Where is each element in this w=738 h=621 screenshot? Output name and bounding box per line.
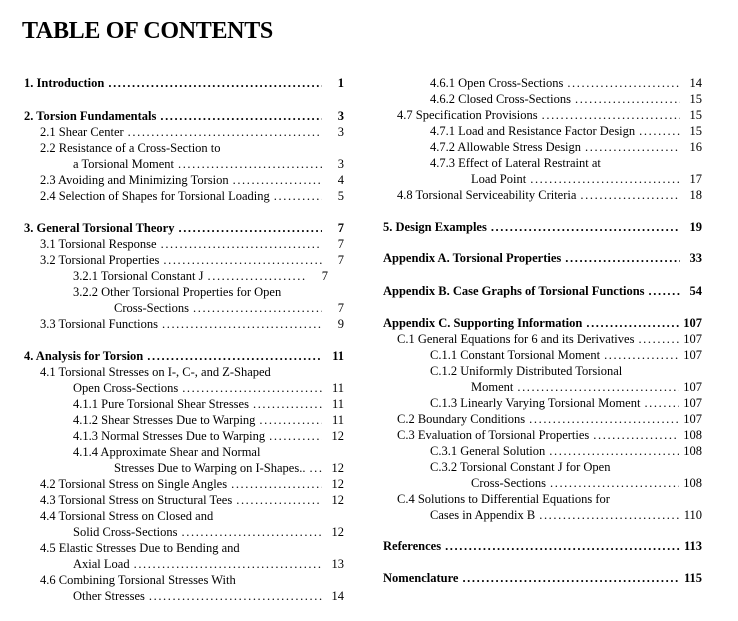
leader-dots [586, 315, 679, 331]
toc-entry[interactable] [430, 347, 702, 363]
toc-entry-label: References [383, 539, 442, 553]
toc-entry-label: Solid Cross-Sections [73, 525, 178, 539]
toc-entry[interactable] [40, 364, 271, 380]
leader-dots [182, 380, 322, 396]
toc-page-number: 107 [683, 412, 702, 426]
leader-dots [233, 172, 322, 188]
toc-entry[interactable] [73, 524, 344, 540]
leader-dots [565, 250, 680, 266]
toc-entry-label: 3. General Torsional Theory [24, 221, 175, 235]
leader-dots [162, 316, 322, 332]
toc-entry-label: 2.3 Avoiding and Minimizing Torsion [40, 173, 229, 187]
leader-dots [231, 476, 322, 492]
toc-entry-label: Appendix C. Supporting Information [383, 316, 583, 330]
toc-entry-label: 4.1 Torsional Stresses on I-, C-, and Z-Shaped [40, 365, 271, 379]
toc-entry[interactable] [40, 540, 240, 556]
toc-page-number: 11 [331, 413, 344, 427]
leader-dots [108, 75, 322, 91]
toc-entry-label: 4.1.3 Normal Stresses Due to Warping [73, 429, 266, 443]
toc-entry[interactable] [430, 507, 702, 523]
toc-entry-label: C.3 Evaluation of Torsional Properties [397, 428, 590, 442]
toc-page-number: 1 [337, 76, 344, 90]
toc-entry[interactable] [24, 108, 344, 124]
leader-dots [236, 492, 322, 508]
toc-page-number: 115 [683, 571, 702, 585]
toc-page-number: 3 [337, 157, 344, 171]
toc-entry-label: Cross-Sections [471, 476, 546, 490]
toc-entry[interactable] [114, 300, 344, 316]
toc-entry[interactable] [383, 283, 702, 299]
toc-entry-label: C.3.1 General Solution [430, 444, 546, 458]
toc-entry-label: 5. Design Examples [383, 220, 487, 234]
toc-entry-label: C.3.2 Torsional Constant J for Open [430, 460, 611, 474]
leader-dots [542, 107, 680, 123]
toc-entry[interactable] [24, 75, 344, 91]
toc-page-number: 107 [683, 380, 702, 394]
leader-dots [644, 395, 679, 411]
leader-dots [639, 123, 680, 139]
leader-dots [134, 556, 322, 572]
page-title: TABLE OF CONTENTS [22, 18, 273, 44]
toc-entry-label: 4.6 Combining Torsional Stresses With [40, 573, 236, 587]
toc-entry[interactable] [430, 75, 702, 91]
toc-entry-label: C.1.2 Uniformly Distributed Torsional [430, 364, 623, 378]
toc-page-number: 13 [331, 557, 344, 571]
toc-entry[interactable] [430, 91, 702, 107]
toc-entry[interactable] [471, 475, 702, 491]
toc-entry-label: 4.1.4 Approximate Shear and Normal [73, 445, 261, 459]
toc-page-number: 110 [683, 508, 702, 522]
toc-entry-label: Load Point [471, 172, 527, 186]
toc-page-number: 12 [331, 461, 344, 475]
leader-dots [163, 252, 322, 268]
toc-entry-label: 4.6.1 Open Cross-Sections [430, 76, 564, 90]
toc-entry[interactable] [430, 363, 622, 379]
toc-page-number: 54 [689, 284, 702, 298]
toc-page-number: 3 [337, 109, 344, 123]
leader-dots [149, 588, 322, 604]
toc-page-number: 11 [331, 397, 344, 411]
leader-dots [182, 524, 322, 540]
toc-entry-label: 4.4 Torsional Stress on Closed and [40, 509, 214, 523]
toc-entry[interactable] [430, 459, 610, 475]
toc-page-number: 7 [337, 253, 344, 267]
toc-page-number: 14 [331, 589, 344, 603]
toc-entry-label: 4.1.1 Pure Torsional Shear Stresses [73, 397, 249, 411]
toc-entry[interactable] [383, 219, 702, 235]
toc-entry[interactable] [114, 460, 344, 476]
toc-entry-label: Stresses Due to Warping on I-Shapes.. [114, 461, 306, 475]
toc-entry-label: Other Stresses [73, 589, 145, 603]
leader-dots [445, 538, 680, 554]
toc-entry-label: Axial Load [73, 557, 130, 571]
toc-entry[interactable] [397, 187, 702, 203]
toc-entry-label: 4.5 Elastic Stresses Due to Bending and [40, 541, 240, 555]
leader-dots [593, 427, 679, 443]
toc-entry[interactable] [73, 268, 328, 284]
leader-dots [638, 331, 679, 347]
toc-page-number: 15 [689, 108, 702, 122]
toc-entry-label: 4.1.2 Shear Stresses Due to Warping [73, 413, 256, 427]
toc-page-number: 108 [683, 476, 702, 490]
toc-entry-label: 2. Torsion Fundamentals [24, 109, 157, 123]
toc-entry-label: 2.4 Selection of Shapes for Torsional Loading [40, 189, 270, 203]
leader-dots [160, 108, 322, 124]
toc-entry[interactable] [397, 491, 610, 507]
toc-entry-label: 4.3 Torsional Stress on Structural Tees [40, 493, 233, 507]
toc-entry[interactable] [430, 155, 601, 171]
toc-page-number: 14 [689, 76, 702, 90]
toc-page-number: 12 [331, 477, 344, 491]
toc-entry[interactable] [430, 139, 702, 155]
leader-dots [208, 268, 307, 284]
leader-dots [491, 219, 680, 235]
toc-page-number: 107 [683, 316, 702, 330]
toc-entry-label: Appendix A. Torsional Properties [383, 251, 562, 265]
toc-entry-label: Nomenclature [383, 571, 459, 585]
toc-entry[interactable] [40, 188, 344, 204]
toc-entry[interactable] [24, 220, 344, 236]
leader-dots [128, 124, 322, 140]
toc-entry-label: Open Cross-Sections [73, 381, 179, 395]
toc-entry[interactable] [383, 570, 702, 586]
toc-page-number: 4 [337, 173, 344, 187]
toc-entry[interactable] [397, 411, 702, 427]
toc-page-number: 108 [683, 444, 702, 458]
toc-entry[interactable] [73, 156, 344, 172]
leader-dots [575, 91, 680, 107]
toc-page-number: 17 [689, 172, 702, 186]
toc-entry[interactable] [430, 443, 702, 459]
toc-entry[interactable] [40, 236, 344, 252]
toc-entry-label: C.4 Solutions to Differential Equations for [397, 492, 610, 506]
leader-dots [604, 347, 679, 363]
toc-page-number: 113 [683, 539, 702, 553]
leader-dots [567, 75, 680, 91]
toc-entry[interactable] [40, 508, 213, 524]
leader-dots [269, 428, 322, 444]
leader-dots [178, 220, 322, 236]
toc-entry[interactable] [73, 588, 344, 604]
toc-entry[interactable] [471, 171, 702, 187]
toc-entry-label: 4.6.2 Closed Cross-Sections [430, 92, 571, 106]
toc-entry[interactable] [40, 172, 344, 188]
leader-dots [549, 443, 679, 459]
leader-dots [178, 156, 322, 172]
leader-dots [580, 187, 680, 203]
toc-entry-label: C.1 General Equations for 6 and its Derivatives [397, 332, 635, 346]
toc-entry[interactable] [397, 427, 702, 443]
toc-entry[interactable] [73, 396, 344, 412]
toc-page-number: 11 [331, 381, 344, 395]
toc-entry-label: 2.2 Resistance of a Cross-Section to [40, 141, 221, 155]
toc-page-number: 16 [689, 140, 702, 154]
toc-entry[interactable] [73, 444, 260, 460]
toc-entry-label: Moment [471, 380, 514, 394]
toc-entry-label: Cases in Appendix B [430, 508, 536, 522]
leader-dots [550, 475, 679, 491]
leader-dots [539, 507, 679, 523]
toc-entry[interactable] [40, 140, 221, 156]
toc-page-number: 7 [337, 221, 344, 235]
toc-entry-label: 4.7 Specification Provisions [397, 108, 538, 122]
toc-entry[interactable] [40, 476, 344, 492]
toc-page-number: 11 [332, 349, 344, 363]
leader-dots [529, 411, 679, 427]
toc-entry[interactable] [397, 107, 702, 123]
leader-dots [259, 412, 322, 428]
leader-dots [161, 236, 322, 252]
toc-page-number: 7 [337, 301, 344, 315]
leader-dots [649, 283, 680, 299]
toc-entry-label: 1. Introduction [24, 76, 105, 90]
leader-dots [193, 300, 322, 316]
toc-entry-label: 4.7.2 Allowable Stress Design [430, 140, 582, 154]
toc-page-number: 108 [683, 428, 702, 442]
toc-entry[interactable] [383, 250, 702, 266]
toc-page-number: 3 [337, 125, 344, 139]
toc-page-number: 5 [337, 189, 344, 203]
toc-entry[interactable] [24, 348, 344, 364]
toc-page-number: 12 [331, 525, 344, 539]
leader-dots [253, 396, 322, 412]
leader-dots [309, 460, 322, 476]
toc-entry[interactable] [430, 123, 702, 139]
toc-entry[interactable] [73, 556, 344, 572]
toc-entry-label: 3.2.2 Other Torsional Properties for Open [73, 285, 282, 299]
toc-page-number: 19 [689, 220, 702, 234]
toc-entry[interactable] [40, 492, 344, 508]
toc-entry-label: 4.2 Torsional Stress on Single Angles [40, 477, 228, 491]
toc-entry[interactable] [471, 379, 702, 395]
toc-entry-label: 4.7.1 Load and Resistance Factor Design [430, 124, 636, 138]
toc-page-number: 12 [331, 429, 344, 443]
toc-entry[interactable] [40, 252, 344, 268]
toc-entry[interactable] [383, 315, 702, 331]
toc-entry[interactable] [40, 316, 344, 332]
leader-dots [530, 171, 680, 187]
toc-entry[interactable] [40, 572, 236, 588]
leader-dots [517, 379, 679, 395]
leader-dots [585, 139, 680, 155]
toc-page-number: 12 [331, 493, 344, 507]
toc-entry-label: Cross-Sections [114, 301, 189, 315]
toc-entry-label: 3.2.1 Torsional Constant J [73, 269, 204, 283]
toc-page-number: 33 [689, 251, 702, 265]
toc-entry-label: 4.8 Torsional Serviceability Criteria [397, 188, 577, 202]
toc-entry[interactable] [430, 395, 702, 411]
toc-entry-label: 2.1 Shear Center [40, 125, 124, 139]
toc-page-number: 7 [321, 269, 328, 283]
toc-page-number: 107 [683, 332, 702, 346]
toc-entry-label: 4. Analysis for Torsion [24, 349, 144, 363]
toc-entry[interactable] [397, 331, 702, 347]
toc-page-number: 9 [337, 317, 344, 331]
leader-dots [147, 348, 322, 364]
toc-entry-label: C.1.3 Linearly Varying Torsional Moment [430, 396, 641, 410]
leader-dots [462, 570, 679, 586]
toc-page-number: 15 [689, 92, 702, 106]
toc-page-number: 107 [683, 396, 702, 410]
toc-entry[interactable] [383, 538, 702, 554]
toc-page-number: 7 [337, 237, 344, 251]
toc-entry-label: 4.7.3 Effect of Lateral Restraint at [430, 156, 601, 170]
toc-entry-label: 3.3 Torsional Functions [40, 317, 158, 331]
toc-entry[interactable] [73, 284, 281, 300]
toc-entry-label: 3.2 Torsional Properties [40, 253, 160, 267]
toc-entry-label: 3.1 Torsional Response [40, 237, 157, 251]
toc-page-number: 18 [689, 188, 702, 202]
toc-entry-label: C.1.1 Constant Torsional Moment [430, 348, 601, 362]
leader-dots [274, 188, 322, 204]
toc-entry[interactable] [73, 412, 344, 428]
toc-entry-label: C.2 Boundary Conditions [397, 412, 526, 426]
toc-entry[interactable] [40, 124, 344, 140]
toc-entry-label: Appendix B. Case Graphs of Torsional Functions [383, 284, 645, 298]
toc-entry[interactable] [73, 380, 344, 396]
toc-page-number: 107 [683, 348, 702, 362]
toc-entry-label: a Torsional Moment [73, 157, 174, 171]
toc-page-number: 15 [689, 124, 702, 138]
toc-entry[interactable] [73, 428, 344, 444]
